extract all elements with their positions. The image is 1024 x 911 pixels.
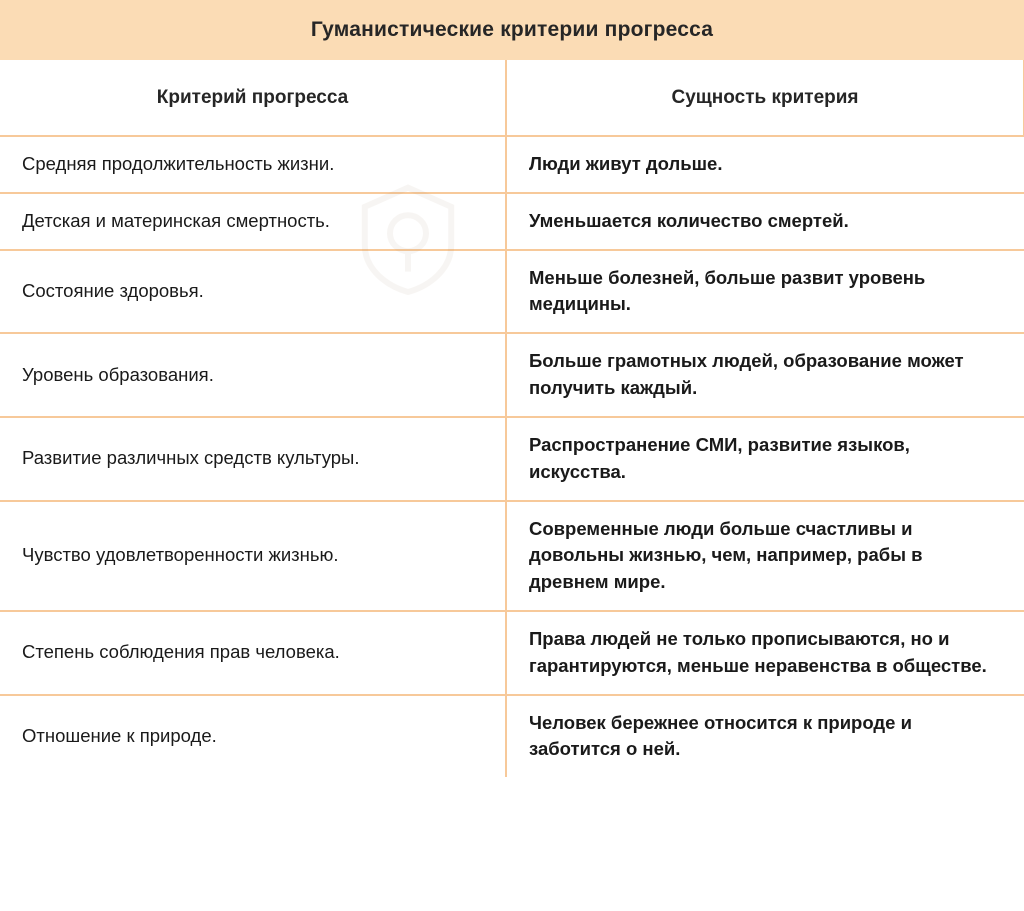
cell-criterion: Отношение к природе. [0,695,506,778]
column-header-essence: Сущность критерия [506,60,1024,136]
cell-criterion: Степень соблюдения прав человека. [0,611,506,695]
table-row [0,611,1024,695]
cell-criterion: Средняя продолжительность жизни. [0,136,506,193]
cell-essence: Распространение СМИ, развитие языков, искусства. [506,417,1024,501]
table-title-bar [0,0,1024,60]
table-row [0,193,1024,250]
cell-essence: Современные люди больше счастливы и довольны жизнью, чем, например, рабы в древнем мире. [506,501,1024,611]
page-title: Гуманистические критерии прогресса [310,18,714,41]
cell-essence: Человек бережнее относится к природе и заботится о ней. [529,711,912,760]
cell-essence: Больше грамотных людей, образование может получить каждый. [506,333,1024,417]
cell-essence: Уменьшается количество смертей. [506,193,1024,250]
table-row [0,695,1024,778]
criteria-table [0,60,1024,777]
cell-criterion: Чувство удовлетворенности жизнью. [0,501,506,611]
table-row [0,333,1024,417]
table-row [0,417,1024,501]
table-header-row [0,60,1024,136]
cell-essence: Права людей не только прописываются, но и гарантируются, меньше неравенства в обществе. [506,611,1024,695]
table-row [0,250,1024,334]
cell-criterion: Уровень образования. [0,333,506,417]
cell-criterion: Развитие различных средств культуры. [0,417,506,501]
table-row [0,136,1024,193]
cell-criterion: Состояние здоровья. [0,250,506,334]
table-row [0,501,1024,611]
cell-essence: Меньше болезней, больше развит уровень медицины. [506,250,1024,334]
cell-essence: Люди живут дольше. [506,136,1024,193]
column-header-criterion: Критерий прогресса [0,60,506,136]
cell-criterion: Детская и материнская смертность. [0,193,506,250]
